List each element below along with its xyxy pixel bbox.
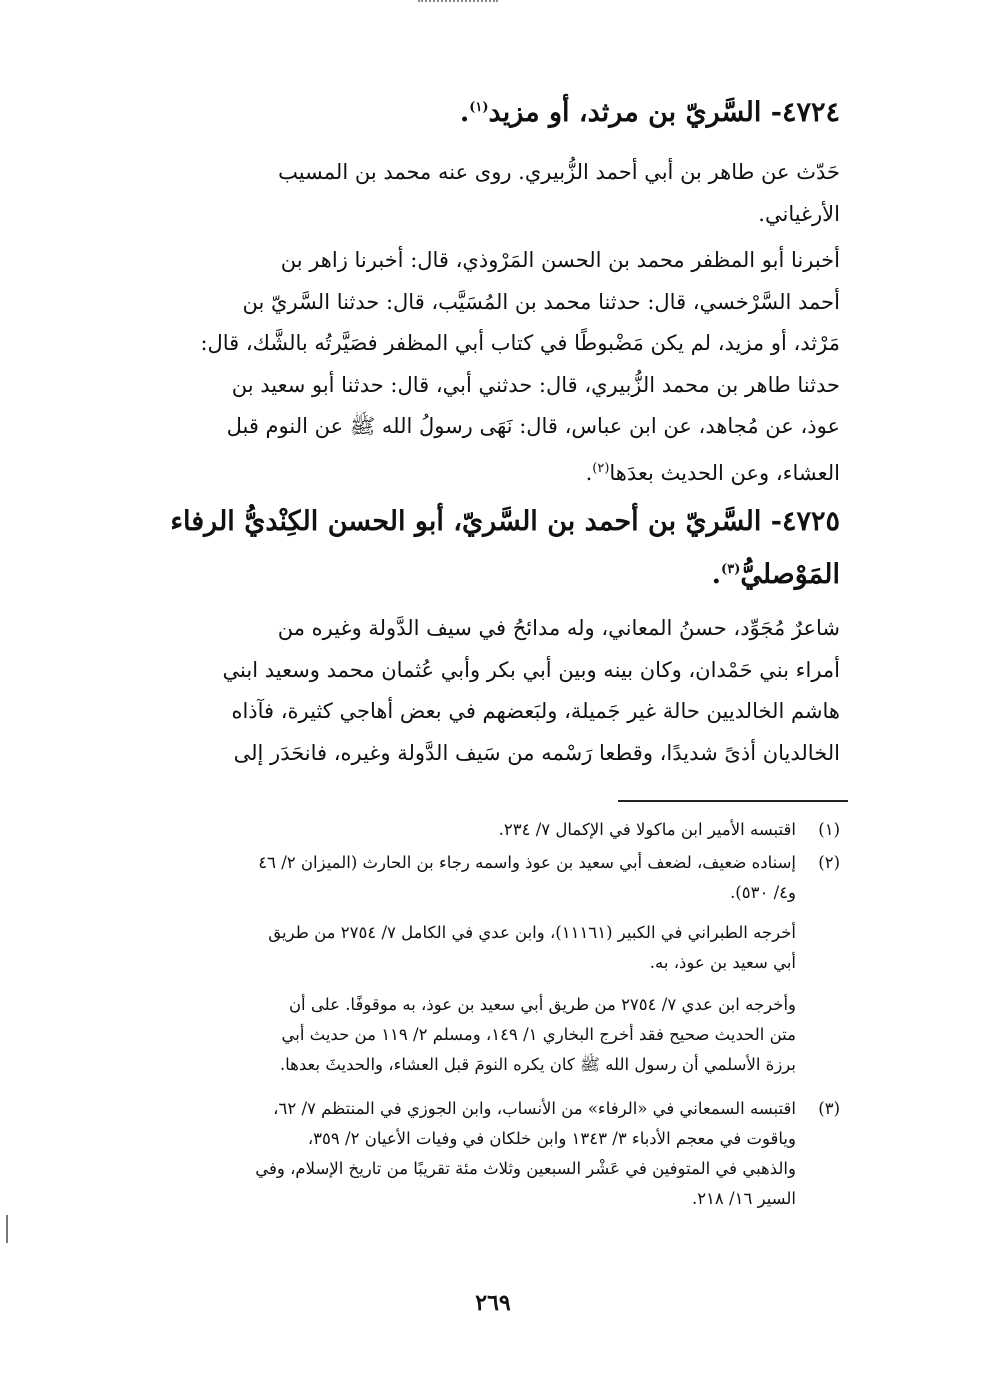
entry-4724-heading-text: ٤٧٢٤- السَّريّ بن مرثد، أو مزيد xyxy=(488,97,840,128)
footnote-line: متن الحديث صحيح فقد أخرج البخاري ١/ ١٤٩، ومسلم ٢/ ١١٩ من حديث أبي xyxy=(281,1025,796,1044)
footnote-line: وياقوت في معجم الأدباء ٣/ ١٣٤٣ وابن خلكان في وفيات الأعيان ٢/ ٣٥٩، xyxy=(307,1129,796,1148)
text-line: حدثنا طاهر بن محمد الزُّبيري، قال: حدثني أبي، قال: حدثنا أبو سعيد بن xyxy=(231,372,840,397)
entry-4725-heading xyxy=(158,498,840,599)
footnote-line: أبي سعيد بن عوذ، به. xyxy=(649,953,796,972)
text-line: أمراء بني حَمْدان، وكان بينه وبين أبي بكر وأبي عُثمان محمد وسعيد ابني xyxy=(222,657,840,682)
footnote-3 xyxy=(158,1094,840,1214)
text-line: شاعرٌ مُجَوِّد، حسنُ المعاني، وله مدائحُ في سيف الدَّولة وغيره من xyxy=(277,616,840,640)
footnote-line: برزة الأسلمي أن رسول الله ﷺ كان يكره النومَ قبل العشاء، والحديثَ بعدها. xyxy=(279,1055,796,1074)
text-line-tail: . xyxy=(585,460,593,485)
footnote-line: و٤/ ٥٣٠). xyxy=(730,883,796,902)
footnote-ref-2[interactable]: (٢) xyxy=(592,460,610,476)
footnote-1 xyxy=(158,815,840,845)
entry-4724-heading xyxy=(158,84,840,137)
footnote-number: (٣) xyxy=(818,1099,840,1118)
scan-mark-top xyxy=(418,0,498,8)
page-number: ٢٦٩ xyxy=(475,1290,511,1316)
entry-4724-paragraph-1 xyxy=(158,152,840,235)
footnote-line: اقتبسه السمعاني في «الرفاء» من الأنساب، وابن الجوزي في المنتظم ٧/ ٦٢، xyxy=(273,1099,796,1118)
footnote-ref-3[interactable]: (٣) xyxy=(721,562,741,577)
footnote-separator xyxy=(618,800,848,802)
text-line: حَدّث عن طاهر بن أبي أحمد الزُّبيري. روى عنه محمد بن المسيب xyxy=(278,160,840,184)
text-line-last xyxy=(158,448,840,495)
text-line: الخالديان أذىً شديدًا، وقطعا رَسْمه من سَيف الدَّولة وغيره، فانحَدَر إلى xyxy=(233,740,840,765)
footnote-2-continuation-b xyxy=(158,990,840,1080)
entry-4725-heading-line-2-text: المَوْصليُّ xyxy=(740,559,840,590)
text-line: أحمد السَّرْخسي، قال: حدثنا محمد بن المُسَيَّب، قال: حدثنا السَّريّ بن xyxy=(242,289,840,314)
footnote-ref-1[interactable]: (١) xyxy=(469,100,489,115)
entry-4725-heading-tail: . xyxy=(711,559,722,590)
footnote-line: وأخرجه ابن عدي ٧/ ٢٧٥٤ من طريق أبي سعيد بن عوذ، به موقوفًا. على أن xyxy=(288,995,796,1014)
footnote-number: (٢) xyxy=(818,853,840,872)
footnote-line: إسناده ضعيف، لضعف أبي سعيد بن عوذ واسمه رجاء بن الحارث (الميزان ٢/ ٤٦ xyxy=(258,853,796,872)
entry-4724-heading-tail: . xyxy=(459,97,470,128)
text-line: أخبرنا أبو المظفر محمد بن الحسن المَرْوذي، قال: أخبرنا زاهر بن xyxy=(280,248,840,272)
scan-mark-left xyxy=(6,1215,8,1243)
footnote-line: أخرجه الطبراني في الكبير (١١١٦١)، وابن عدي في الكامل ٧/ ٢٧٥٤ من طريق xyxy=(268,923,796,942)
text-line: مَرْثد، أو مزيد، لم يكن مَضْبوطًا في كتاب أبي المظفر فصَيَّرتُه بالشَّك، قال: xyxy=(200,331,840,356)
footnote-line: اقتبسه الأمير ابن ماكولا في الإكمال ٧/ ٢٣٤. xyxy=(498,820,796,839)
text-line: الأرغياني. xyxy=(758,201,840,226)
entry-4724-paragraph-2 xyxy=(158,240,840,495)
footnote-2-continuation-a xyxy=(158,918,840,978)
entry-4725-paragraph xyxy=(158,608,840,774)
footnote-number: (١) xyxy=(818,820,840,839)
text-line: عوذ، عن مُجاهد، عن ابن عباس، قال: نَهَى رسولُ الله ﷺ عن النوم قبل xyxy=(226,414,840,439)
text-line: هاشم الخالديين حالة غير جَميلة، ولبَعضهم في بعض أهاجي كثيرة، فآذاه xyxy=(231,699,840,724)
entry-4725-heading-line-2 xyxy=(158,546,840,599)
text-line-content: العشاء، وعن الحديث بعدَها xyxy=(609,460,840,485)
footnote-line: والذهبي في المتوفين في عَشْر السبعين وثلاث مئة تقريبًا من تاريخ الإسلام، وفي xyxy=(255,1159,796,1178)
entry-4725-heading-line-1: ٤٧٢٥- السَّريّ بن أحمد بن السَّريّ، أبو الحسن الكِنْديُّ الرفاء xyxy=(170,506,840,537)
footnote-2 xyxy=(158,848,840,908)
footnote-line: السير ١٦/ ٢١٨. xyxy=(691,1189,796,1208)
